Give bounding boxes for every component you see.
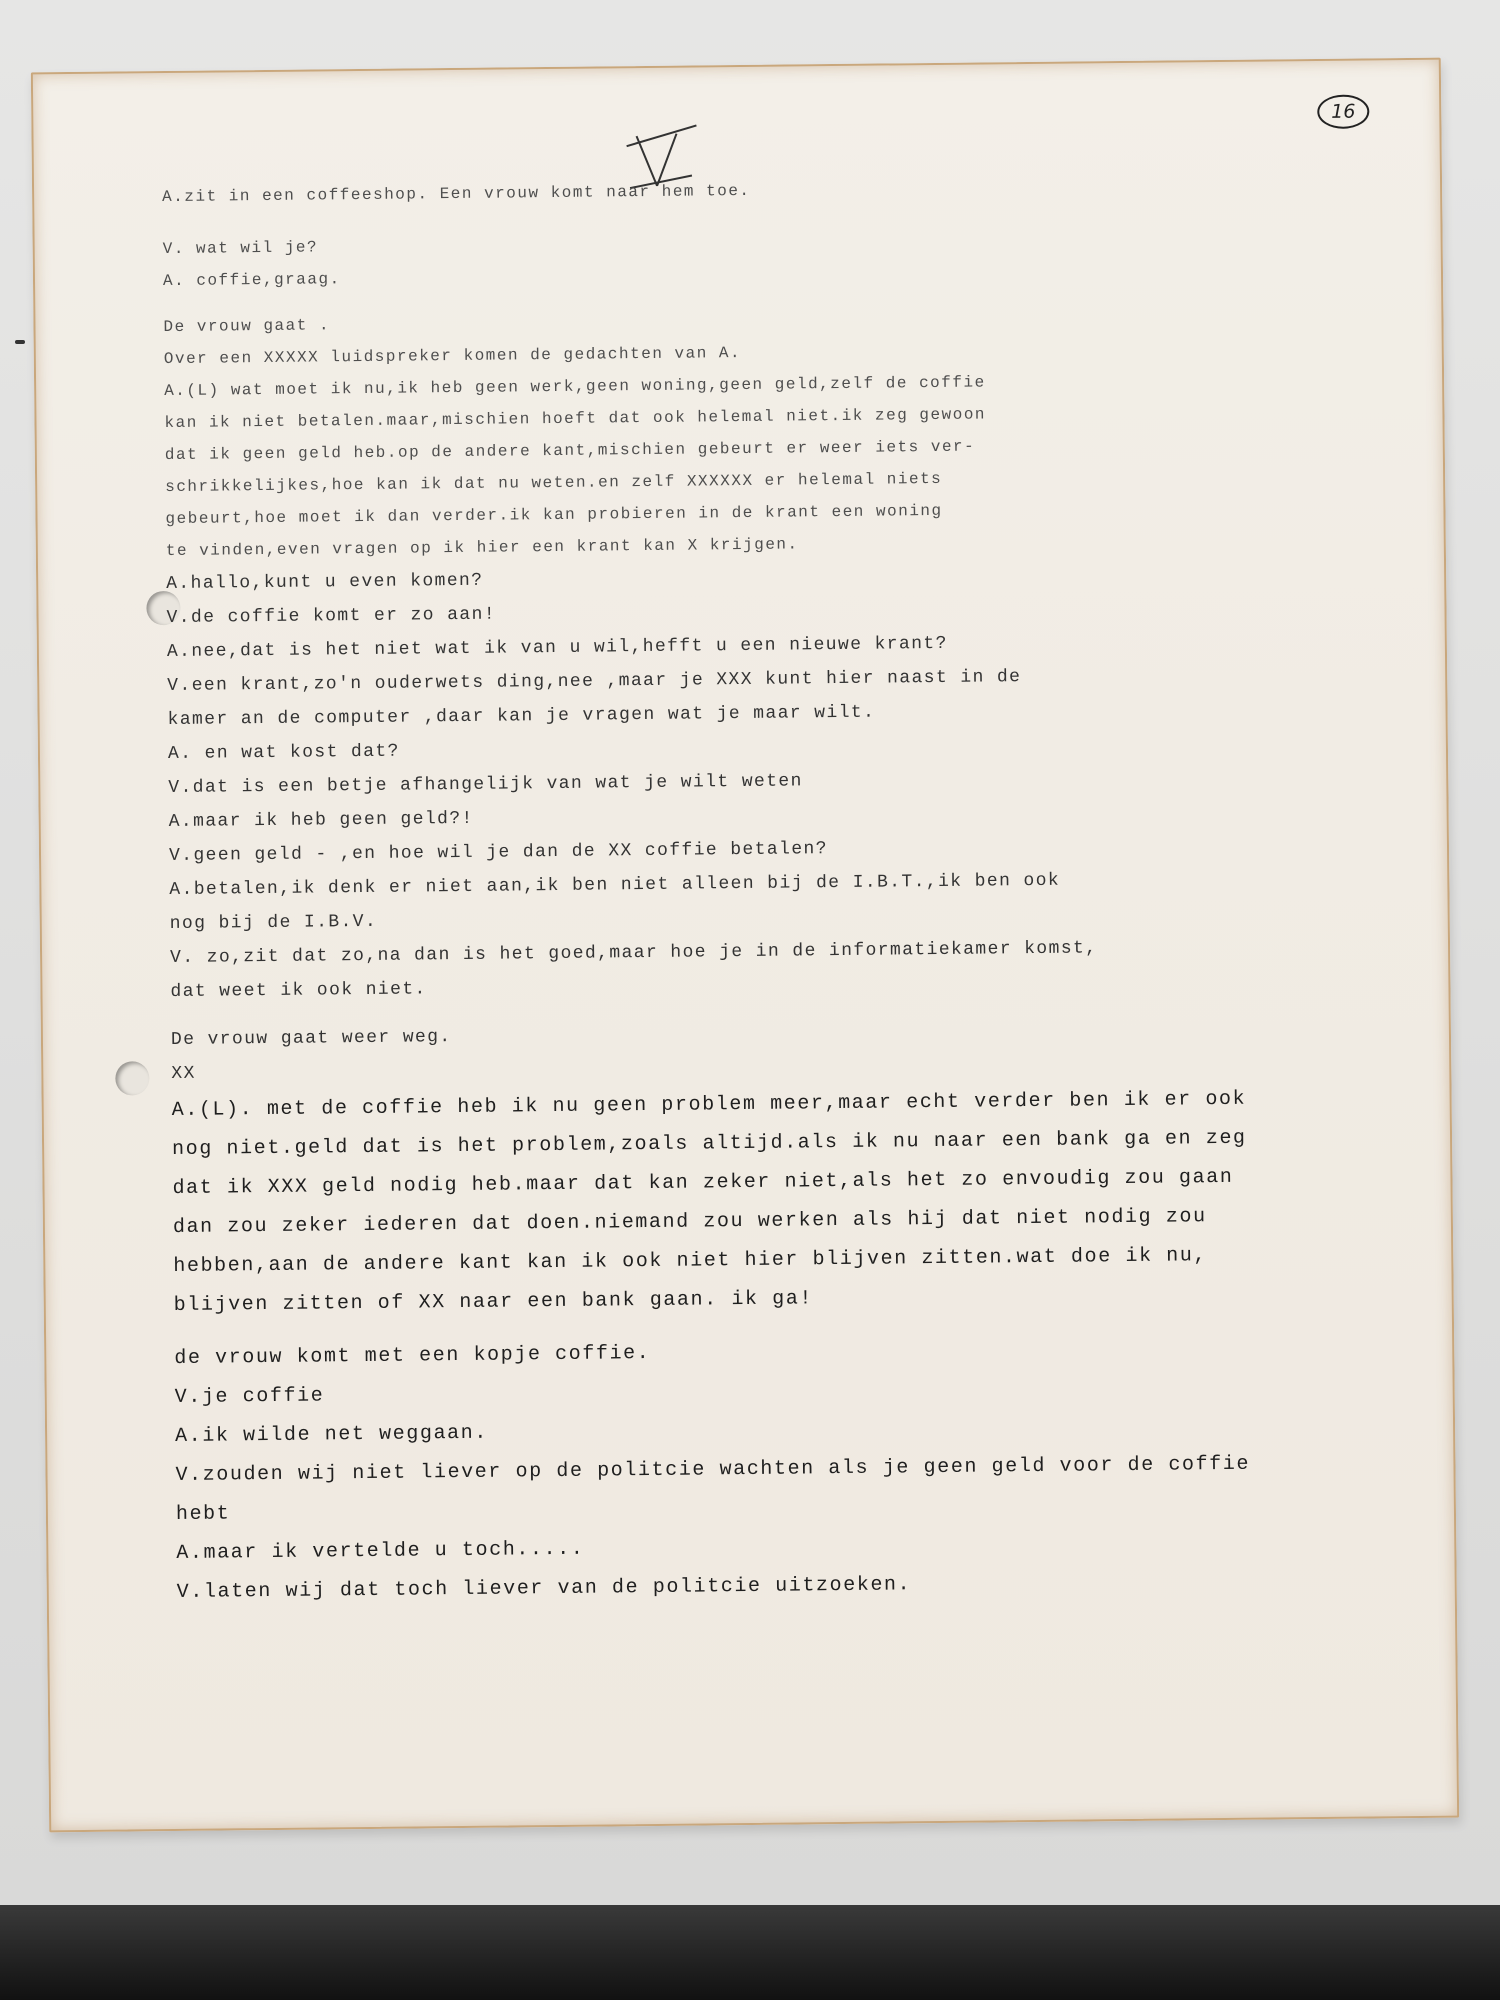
text-line: A.hallo,kunt u even komen? [166,570,484,595]
text-line: V.geen geld - ,en hoe wil je dan de XX coffie betalen? [168,839,829,867]
text-line: kan ik niet betalen.maar,mischien hoeft dat ook helemal niet.ik zeg gewoon [164,405,987,433]
text-line: De vrouw gaat weer weg. [170,1027,452,1051]
text-line: dat ik XXX geld nodig heb.maar dat kan zeker niet,als het zo envoudig zou gaan [172,1165,1234,1201]
text-line: V.dat is een betje afhangelijk van wat je wilt weten [168,771,803,799]
text-line: hebt [175,1502,231,1526]
text-line: V.een krant,zo'n ouderwets ding,nee ,maar je XXX kunt hier naast in de [167,667,1022,697]
text-line: gebeurt,hoe moet ik dan verder.ik kan probieren in de krant een woning [165,501,943,529]
text-line: dat ik geen geld heb.op de andere kant,mischien gebeurt er weer iets ver- [164,437,976,465]
text-line: A.(L) wat moet ik nu,ik heb geen werk,geen woning,geen geld,zelf de coffie [164,373,986,401]
text-line: dat weet ik ook niet. [170,979,427,1003]
text-line: A.nee,dat is het niet wat ik van u wil,hefft u een nieuwe krant? [166,633,948,663]
text-line: A.betalen,ik denk er niet aan,ik ben niet alleen bij de I.B.T.,ik ben ook [169,870,1061,901]
text-line: schrikkelijkes,hoe kan ik dat nu weten.en zelf XXXXXX er helemal niets [165,469,943,497]
text-line: A. en wat kost dat? [167,741,400,765]
text-line: V.laten wij dat toch liever van de politcie uitzoeken. [176,1573,912,1604]
script-text [162,169,1337,1612]
text-line: dan zou zeker iederen dat doen.niemand zou werken als hij dat niet nodig zou [172,1205,1207,1240]
text-line: A.maar ik vertelde u toch..... [176,1537,585,1565]
table-mark [15,340,25,344]
text-line: kamer an de computer ,daar kan je vragen wat je maar wilt. [167,702,876,731]
text-line: V. wat wil je? [162,238,319,259]
floor-shadow [0,1905,1500,2000]
typewritten-page [31,58,1459,1833]
text-line: Over een XXXXX luidspreker komen de gedachten van A. [163,344,742,369]
text-line: blijven zitten of XX naar een bank gaan. ik ga! [173,1287,814,1318]
text-line: XX [171,1063,196,1085]
page-number: 16 [1317,94,1369,129]
text-line: nog bij de I.B.V. [169,911,378,935]
section-mark-label: V [621,96,622,98]
text-line: A.(L). met de coffie heb ik nu geen problem meer,maar echt verder ben ik er ook [171,1087,1247,1123]
text-line: nog niet.geld dat is het problem,zoals altijd.als ik nu naar een bank ga en zeg [171,1126,1247,1162]
text-line: de vrouw komt met een kopje coffie. [174,1342,651,1370]
text-line: A.ik wilde net weggaan. [174,1421,489,1448]
text-line: V.je coffie [174,1384,325,1409]
text-line: V. zo,zit dat zo,na dan is het goed,maar hoe je in de informatiekamer komst, [170,938,1098,969]
text-line: De vrouw gaat . [163,316,331,337]
text-line: V.de coffie komt er zo aan! [166,604,497,629]
punch-hole [115,1061,149,1095]
text-line: A.zit in een coffeeshop. Een vrouw komt naar hem toe. [162,181,751,207]
text-line: A. coffie,graag. [162,270,341,291]
text-line: te vinden,even vragen op ik hier een krant kan X krijgen. [165,535,799,561]
text-line: hebben,aan de andere kant kan ik ook niet hier blijven zitten.wat doe ik nu, [173,1244,1208,1279]
text-line: V.zouden wij niet liever op de politcie wachten als je geen geld voor de coffie [175,1452,1251,1487]
text-line: A.maar ik heb geen geld?! [168,808,474,833]
